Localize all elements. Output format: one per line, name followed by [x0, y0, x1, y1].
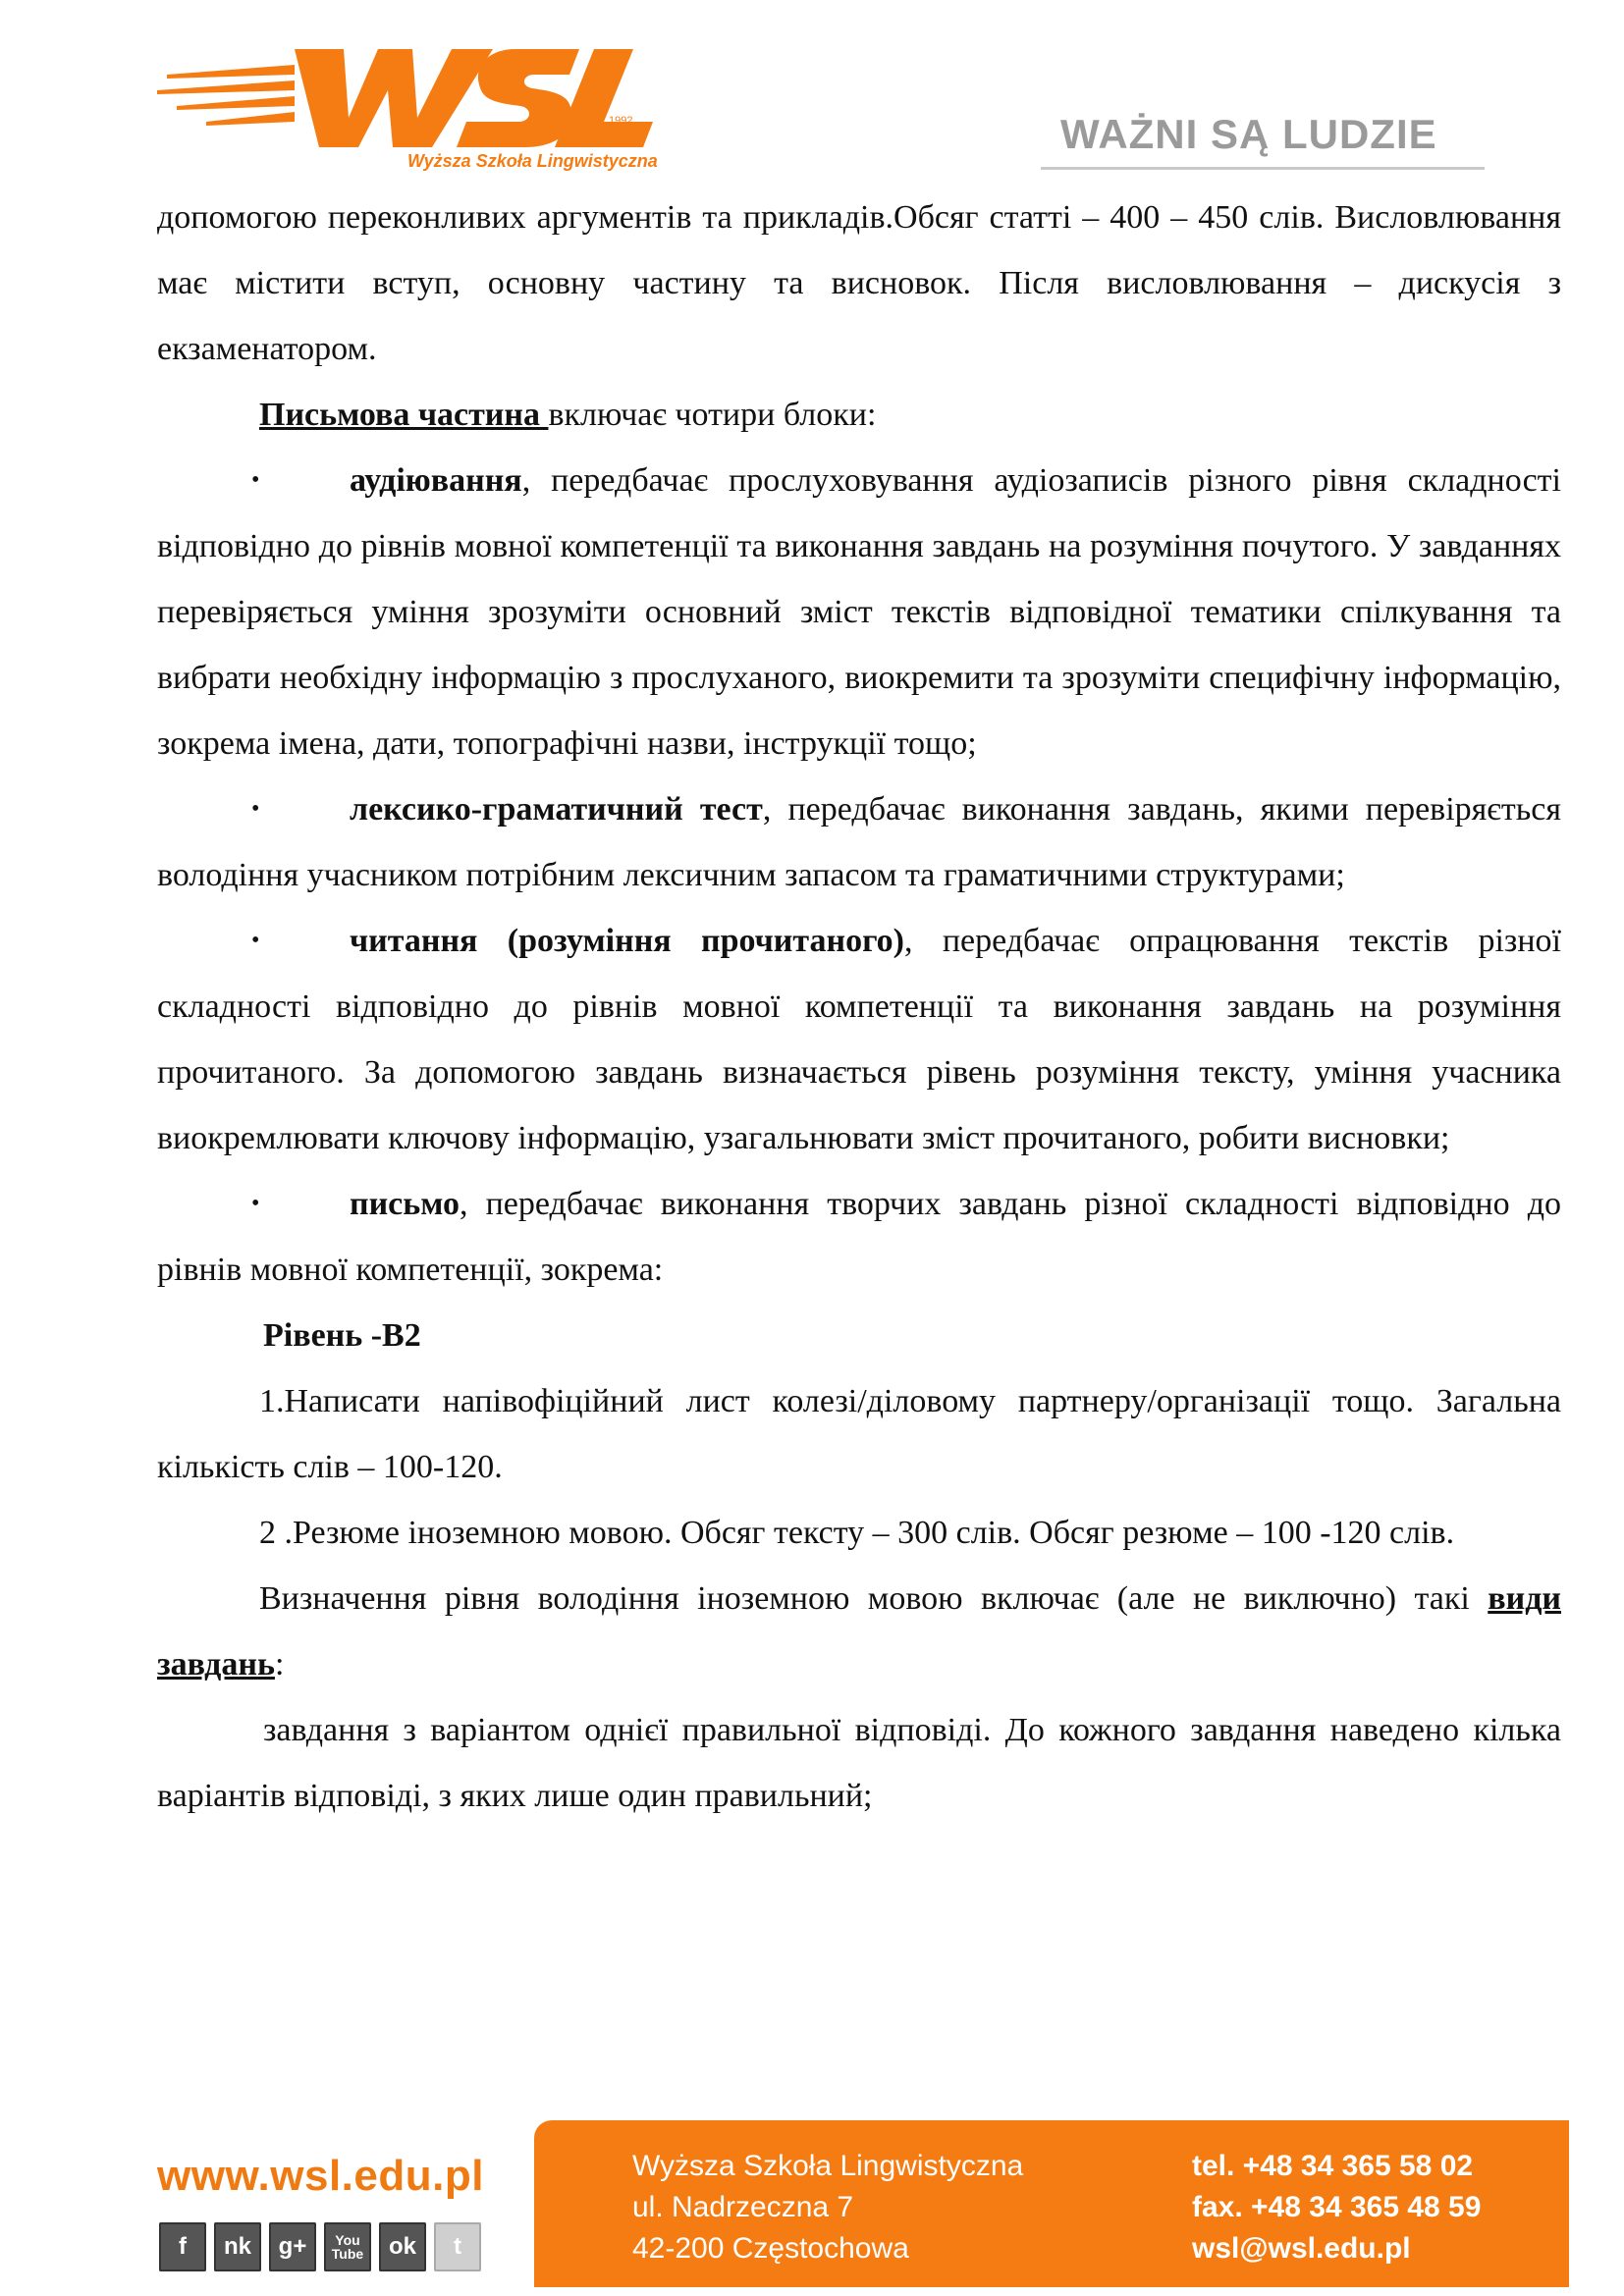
address-line: ul. Nadrzeczna 7	[632, 2191, 854, 2223]
task-types-term: види завдань	[157, 1580, 1561, 1682]
page-footer	[0, 2120, 1624, 2296]
task-types-colon: :	[274, 1646, 285, 1682]
logo-subtitle: Wyższa Szkoła Lingwistyczna	[407, 151, 658, 171]
list-item-text: , передбачає виконання творчих завдань різної складності відповідно до рівнів мовної компетенції, зокрема:	[157, 1186, 1561, 1288]
paragraph-single-choice: завдання з варіантом однієї правильної відповіді. До кожного завдання наведено кілька варіантів відповіді, з яких лише один правильний;	[157, 1712, 1561, 1814]
twitter-icon[interactable]: t	[434, 2222, 481, 2271]
list-item	[157, 908, 1561, 1171]
fax-number: fax. +48 34 365 48 59	[1192, 2191, 1482, 2223]
list-item-term: письмо	[350, 1186, 460, 1222]
wsl-logo	[147, 29, 658, 177]
nk-icon[interactable]: nk	[214, 2222, 261, 2271]
wsl-logo-graphic	[147, 29, 658, 177]
list-item-text: , передбачає виконання завдань, якими перевіряється володіння учасником потрібним лексичним запасом та граматичними структурами;	[157, 791, 1561, 893]
address-line: 42-200 Częstochowa	[632, 2232, 909, 2265]
youtube-icon[interactable]: You Tube	[324, 2222, 371, 2271]
written-part-title: Письмова частина	[259, 397, 549, 433]
phone-number: tel. +48 34 365 58 02	[1192, 2150, 1474, 2182]
footer-contact-panel	[534, 2120, 1569, 2287]
header-divider	[1041, 167, 1485, 170]
list-item-term: лексико-граматичний тест	[350, 791, 763, 828]
bullet-icon: •	[251, 467, 260, 493]
bullet-icon: •	[251, 1191, 260, 1216]
list-item-text: , передбачає опрацювання текстів різної складності відповідно до рівнів мовної компетенції та виконання завдань на розуміння прочитаного. За допомогою завдань визначається рівень розуміння тексту, уміння учасника виокремлювати ключову інформацію, узагальнювати зміст прочитаного, робити висновки;	[157, 923, 1561, 1156]
website-link[interactable]: www.wsl.edu.pl	[157, 2152, 484, 2200]
list-item-text: , передбачає прослуховування аудіозаписів різного рівня складності відповідно до рівнів мовної компетенції та виконання завдань на розуміння почутого. У завданнях перевіряється уміння зрозуміти основний зміст текстів відповідної тематики спілкування та вибрати необхідну інформацію з прослуханого, виокремити та зрозуміти специфічну інформацію, зокрема імена, дати, топографічні назви, інструкції тощо;	[157, 462, 1561, 762]
paragraph-task-types	[157, 1566, 1561, 1697]
address-line: Wyższa Szkoła Lingwistyczna	[632, 2150, 1024, 2182]
address-block	[632, 2146, 1023, 2269]
email-address[interactable]: wsl@wsl.edu.pl	[1192, 2232, 1411, 2265]
list-item-term: аудіювання	[350, 462, 522, 499]
bullet-icon: •	[251, 928, 260, 953]
list-item-term: читання (розуміння прочитаного)	[350, 923, 904, 959]
paragraph-task-1: 1.Написати напівофіційний лист колезі/діловому партнеру/організації тощо. Загальна кількість слів – 100-120.	[157, 1383, 1561, 1485]
list-item	[157, 776, 1561, 908]
written-part-rest: включає чотири блоки:	[548, 397, 877, 433]
list-item	[157, 448, 1561, 776]
paragraph-intro: допомогою переконливих аргументів та прикладів.Обсяг статті – 400 – 450 слів. Висловлювання має містити вступ, основну частину та висновок. Після висловлювання – дискусія з екзаменатором.	[157, 199, 1561, 367]
document-body	[157, 185, 1561, 1829]
bullet-icon: •	[251, 796, 260, 822]
paragraph-task-2: 2 .Резюме іноземною мовою. Обсяг тексту – 300 слів. Обсяг резюме – 100 -120 слів.	[259, 1515, 1455, 1551]
level-title	[157, 1303, 1561, 1368]
facebook-icon[interactable]: f	[159, 2222, 206, 2271]
level-title-text: Рівень -В2	[263, 1317, 421, 1354]
google-plus-icon[interactable]: g+	[269, 2222, 316, 2271]
contact-block	[1192, 2146, 1481, 2269]
logo-year: 1992	[609, 115, 633, 127]
tagline: WAŻNI SĄ LUDZIE	[1060, 111, 1437, 157]
odnoklassniki-icon[interactable]: ok	[379, 2222, 426, 2271]
paragraph-written-part	[157, 382, 1561, 448]
page-header	[0, 0, 1624, 187]
list-item	[157, 1171, 1561, 1303]
social-links	[159, 2222, 481, 2271]
task-types-lead: Визначення рівня володіння іноземною мовою включає (але не виключно) такі	[259, 1580, 1489, 1617]
